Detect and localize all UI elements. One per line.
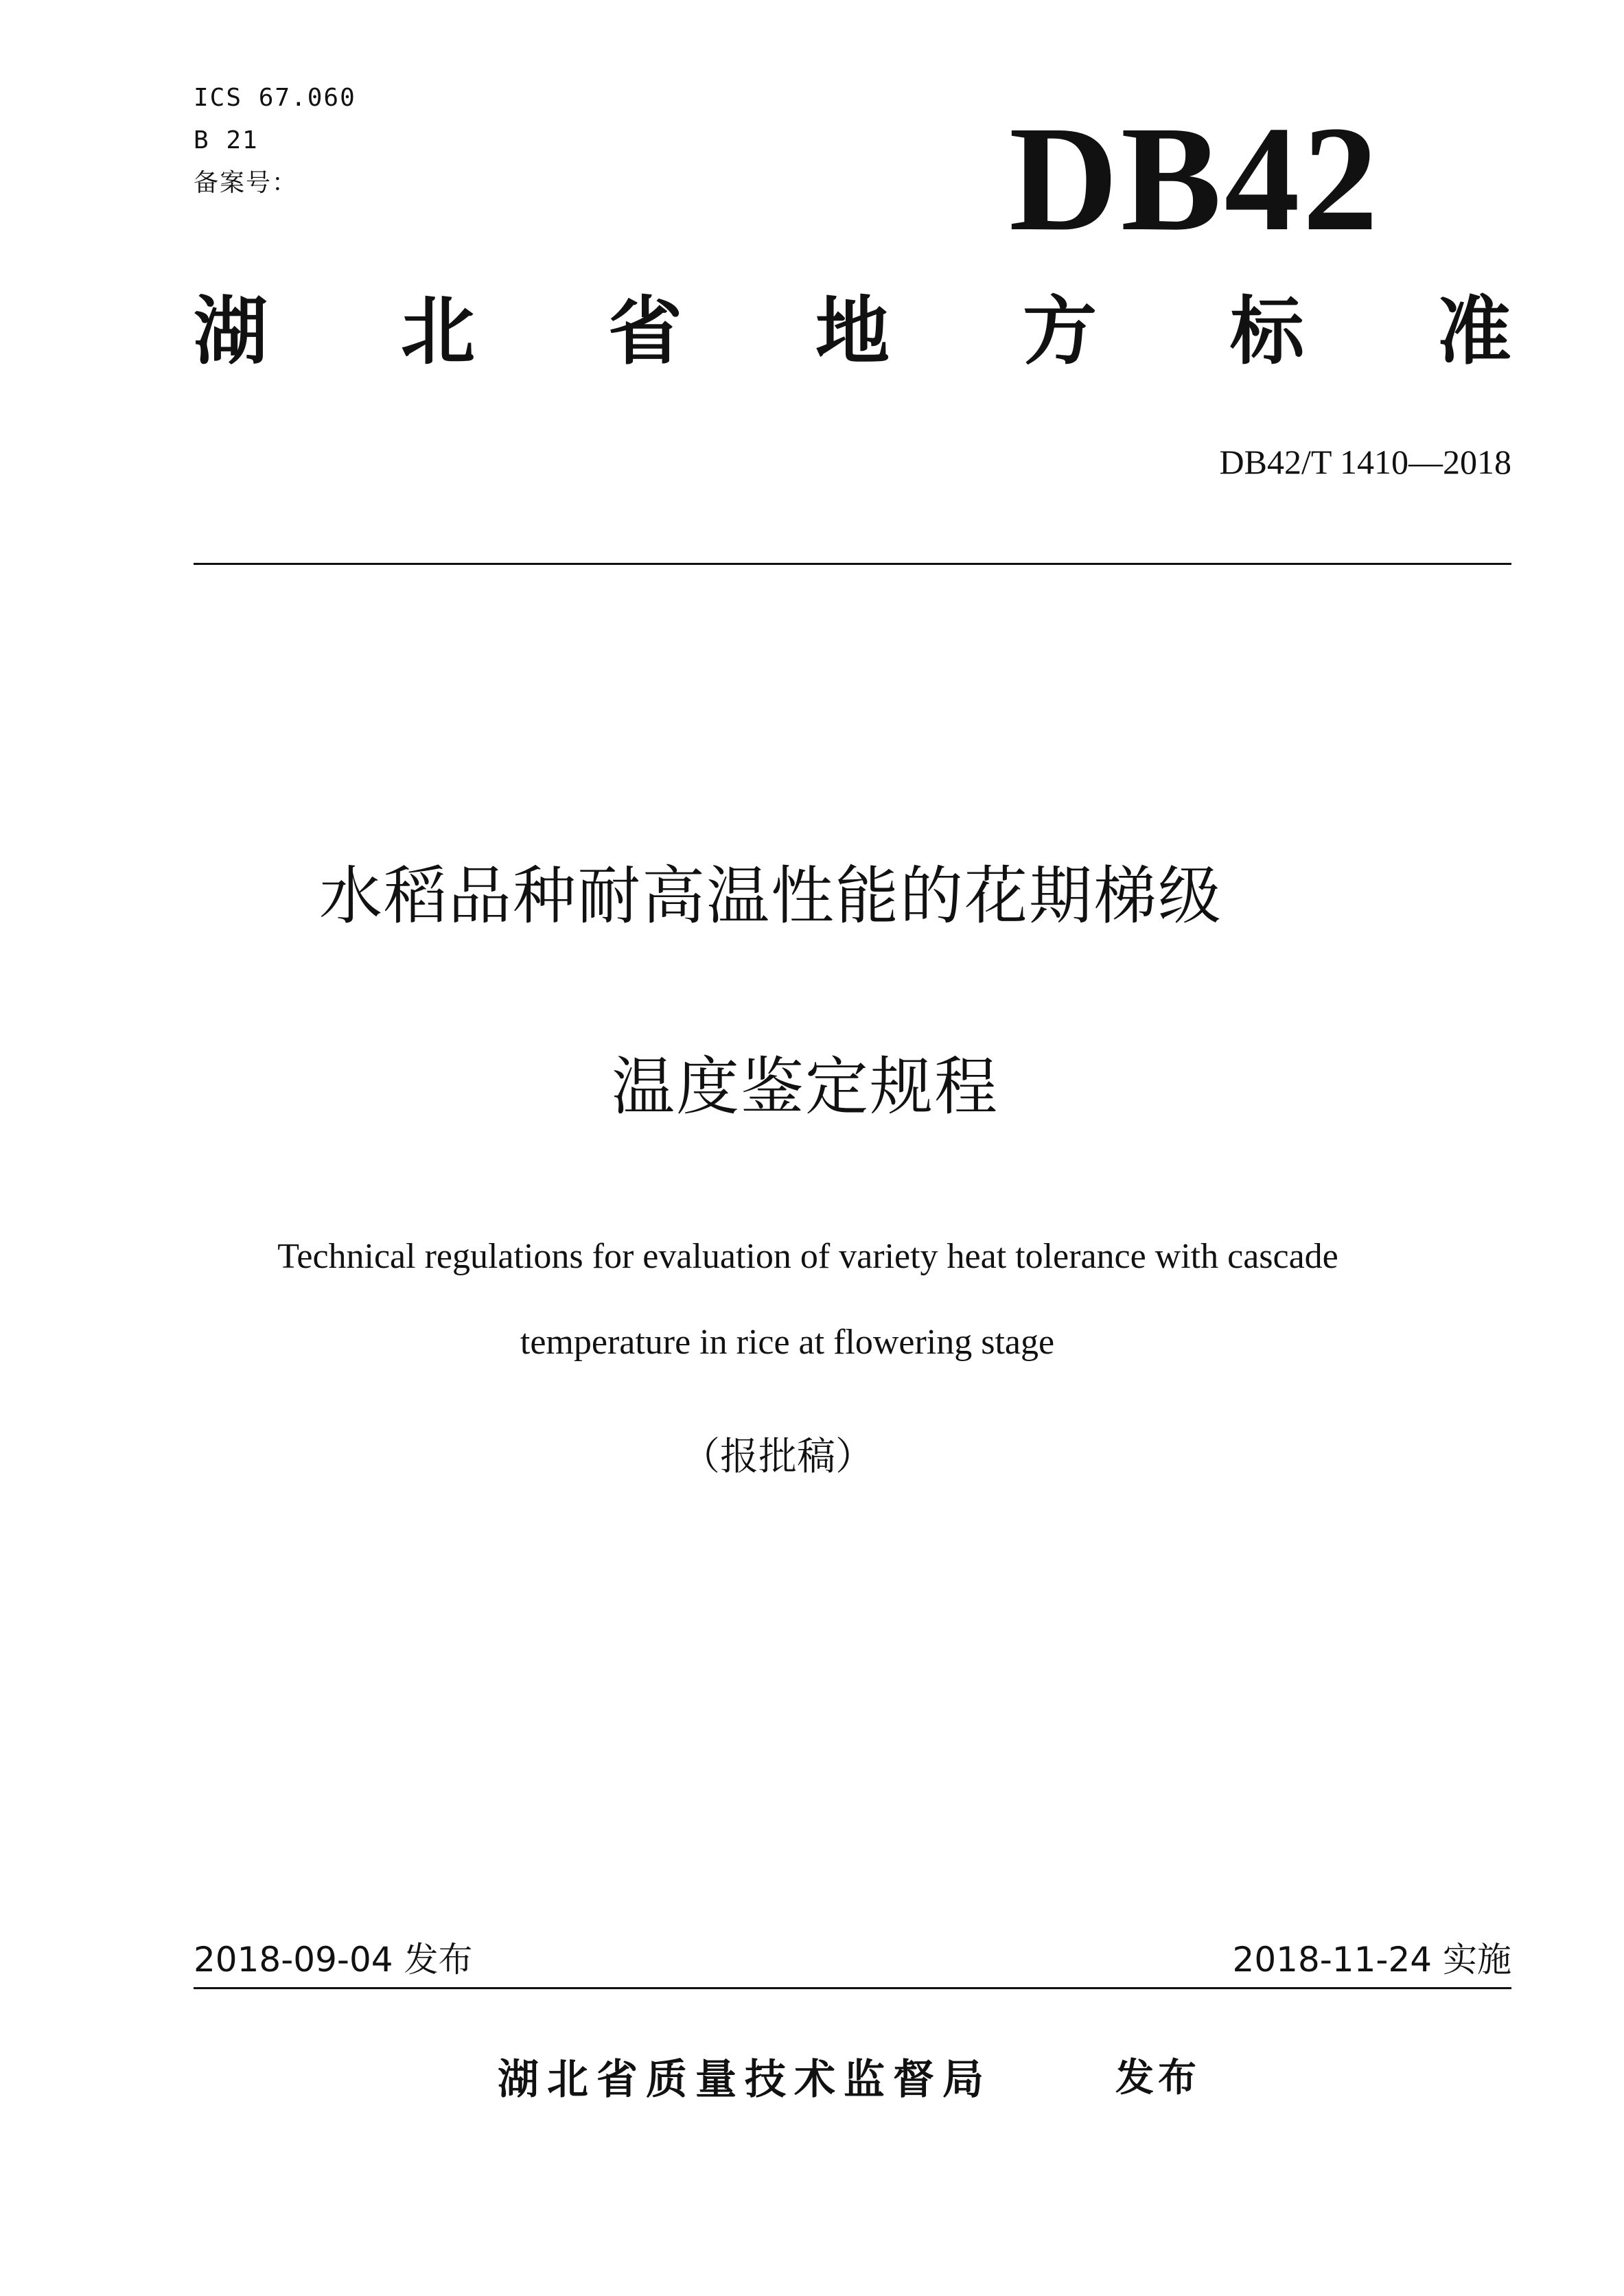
standard-type-char: 湖: [194, 289, 268, 375]
standard-type-char: 地: [815, 289, 890, 375]
draft-status: （报批稿）: [682, 1435, 874, 1479]
standard-type-char: 标: [1229, 289, 1304, 375]
standard-number: DB42/T 1410—2018: [1219, 443, 1511, 481]
standard-logo: DB42: [1009, 95, 1381, 262]
implementation-date: 2018-11-24 实施: [1232, 1940, 1511, 1980]
header-divider: [194, 563, 1511, 565]
issue-date: 2018-09-04 发布: [194, 1940, 473, 1980]
footer-divider: [194, 1987, 1511, 1989]
standard-type-char: 省: [607, 289, 682, 375]
title-zh-line-1: 水稻品种耐高温性能的花期梯级: [318, 859, 1222, 933]
standard-type-char: 准: [1437, 289, 1511, 375]
issuing-authority-suffix: 发布: [1115, 2056, 1200, 2100]
standard-type-heading: [194, 289, 1511, 375]
ics-code: ICS 67.060: [194, 84, 356, 112]
record-number-label: 备案号：: [194, 169, 299, 197]
title-en-line-2: temperature in rice at flowering stage: [520, 1323, 1055, 1362]
issuing-authority: 湖北省质量技术监督局: [498, 2056, 992, 2104]
ccs-code: B 21: [194, 126, 259, 154]
standard-type-char: 北: [400, 289, 475, 375]
standard-type-char: 方: [1022, 289, 1097, 375]
title-en-line-1: Technical regulations for evaluation of variety heat tolerance with cascade: [277, 1237, 1338, 1276]
title-zh-line-2: 温度鉴定规程: [611, 1050, 999, 1124]
